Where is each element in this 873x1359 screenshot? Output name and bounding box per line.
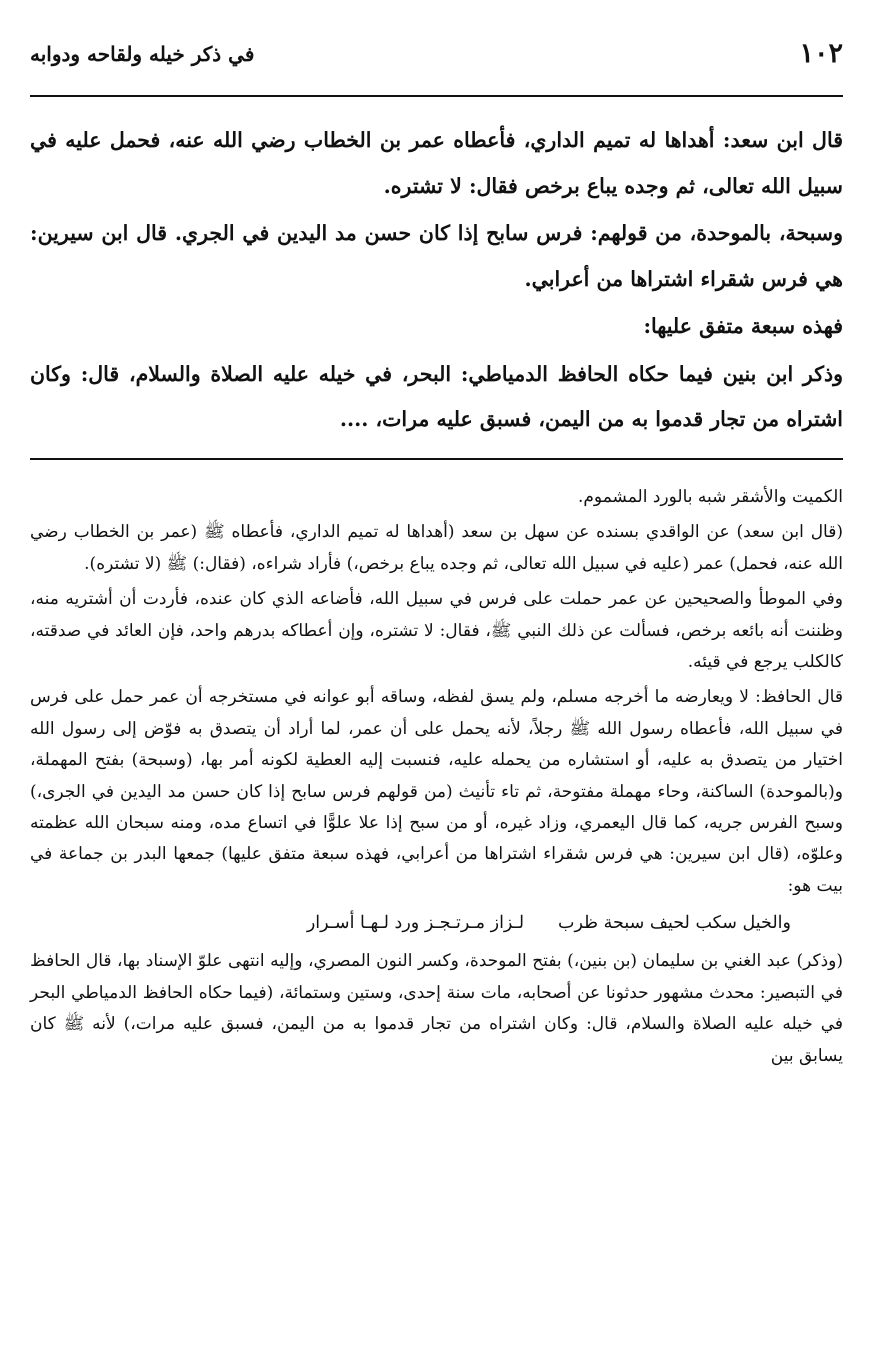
- commentary-paragraph: قال الحافظ: لا ويعارضه ما أخرجه مسلم، ولم يسق لفظه، وساقه أبو عوانه في مستخرجه أن عمر حمل على فرس في سبيل الله، فأعطاه رسول الله ﷺ رجلاً، لأنه يحمل على أن عمر، لما أراد أن يتصدق به فوّض إلى رسول الله اختيار من يتصدق به عليه، أو استشاره من يحمله عليه، فنسبت إليه العطية لكونه أمر بها، (وسبحة) بفتح المهملة، و(بالموحدة) الساكنة، وحاء مهملة مفتوحة، ثم تاء تأنيث (من قولهم فرس سابح إذا كان حسن مد اليدين في الجرى،) وسبح الفرس جريه، كما قال اليعمري، وزاد غيره، أو من سبح إذا علا علوًّا في اتساع مده، ومنه سبحان الله عظمته وعلوّه، (قال ابن سيرين: هي فرس شقراء اشتراها من أعرابي، فهذه سبعة متفق عليها) جمعها البدر بن جماعة في بيت هو:: [30, 687, 843, 896]
- commentary-paragraph: الكميت والأشقر شبه بالورد المشموم.: [578, 487, 843, 507]
- header-rule: [30, 95, 843, 97]
- page-number: ١٠٢: [799, 38, 843, 69]
- page-header: [30, 38, 843, 69]
- commentary-paragraph: وفي الموطأ والصحيحين عن عمر حملت على فرس في سبيل الله، فأضاعه الذي كان عنده، فأردت أن أشتريه منه، وظننت أنه بائعه برخص، فسألت عن ذلك النبي ﷺ، فقال: لا تشتره، وإن أعطاكه بدرهم واحد، فإن العائد في صدقته، كالكلب يرجع في قيئه.: [30, 589, 843, 673]
- main-text: [30, 118, 843, 445]
- verse-second-hemistich: لـزاز مـرتـجـز ورد لـهـا أسـرار: [306, 913, 525, 934]
- section-divider: [30, 458, 843, 460]
- running-title: في ذكر خيله ولقاحه ودوابه: [30, 41, 255, 66]
- main-paragraph: وذكر ابن بنين فيما حكاه الحافظ الدمياطي: البحر، في خيله عليه الصلاة والسلام، قال: وكان اشتراه من تجار قدموا به من اليمن، فسبق عليه مرات، ....: [30, 361, 843, 431]
- commentary-paragraph: (قال ابن سعد) عن الواقدي بسنده عن سهل بن سعد (أهداها له تميم الداري، فأعطاه ﷺ (عمر بن الخطاب رضي الله عنه، فحمل) عمر (عليه في سبيل الله تعالى، ثم وجده يباع برخص،) فأراد شراءه، (فقال:) ﷺ (لا تشتره).: [30, 522, 843, 574]
- main-paragraph: فهذه سبعة متفق عليها:: [643, 314, 843, 338]
- commentary-paragraph: (وذكر) عبد الغني بن سليمان (بن بنين،) بفتح الموحدة، وكسر النون المصري، وإليه انتهى علوّ الإسناد بها، قال الحافظ في التبصير: محدث مشهور حدثونا عن أصحابه، مات سنة إحدى، وستين وستمائة، (فيما حكاه الحافظ الدمياطي البحر في خيله عليه الصلاة والسلام، قال: وكان اشتراه من تجار قدموا به من اليمن، فسبق عليه مرات،) لأنه ﷺ كان يسابق بين: [30, 951, 843, 1066]
- main-paragraph: قال ابن سعد: أهداها له تميم الداري، فأعطاه عمر بن الخطاب رضي الله عنه، فحمل عليه في سبيل الله تعالى، ثم وجده يباع برخص فقال: لا تشتره.: [30, 128, 843, 198]
- poetry-verse: [30, 902, 843, 946]
- main-paragraph: وسبحة، بالموحدة، من قولهم: فرس سابح إذا كان حسن مد اليدين في الجري. قال ابن سيرين: هي فرس شقراء اشتراها من أعرابي.: [30, 221, 843, 291]
- verse-first-hemistich: والخيل سكب لحيف سبحة ظرب: [558, 913, 791, 934]
- commentary-text: [30, 482, 843, 1072]
